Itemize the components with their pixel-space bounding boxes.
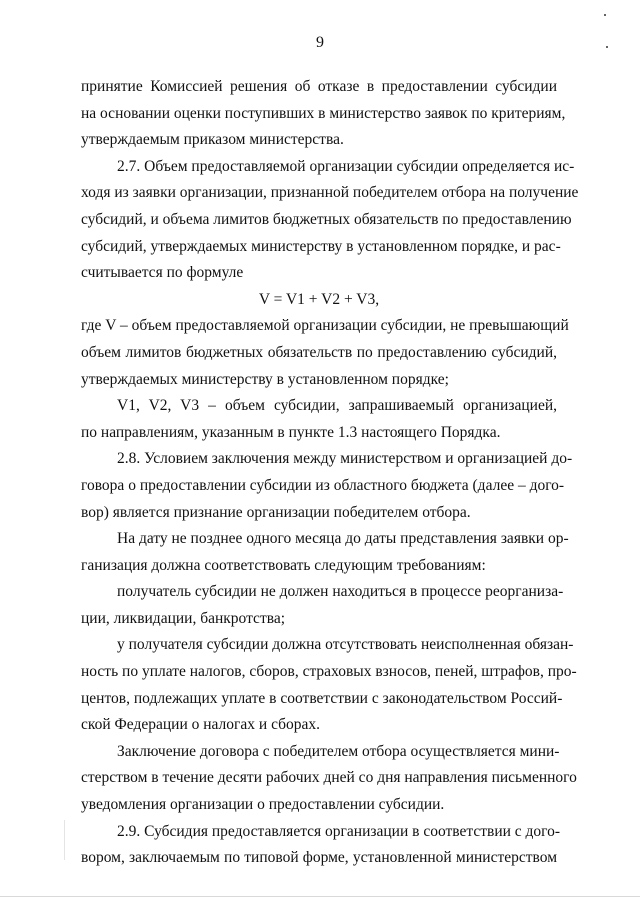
text-line: На дату не позднее одного месяца до даты представления заявки ор- [117,530,569,548]
paragraph-2-7-start: 2.7. Объем предоставляемой организации субсидии определяется ис- [117,157,575,175]
text-line: ской Федерации о налогах и сборах. [81,716,321,734]
text-line: ходя из заявки организации, признанной победителем отбора на получение [81,184,579,202]
text-line: объем лимитов бюджетных обязательств по предоставлению субсидий, [81,343,557,361]
text-line: говора о предоставлении субсидии из областного бюджета (далее – дого- [81,476,565,494]
text-line: утверждаемым приказом министерства. [81,131,344,149]
text-line: где V – объем предоставляемой организации субсидии, не превышающий [81,317,569,335]
formula: V = V1 + V2 + V3, [258,290,380,308]
text-line: V1, V2, V3 – объем субсидии, запрашиваемый организацией, [117,397,557,415]
text-line: ганизация должна соответствовать следующим требованиям: [81,556,486,574]
text-line: вором, заключаемым по типовой форме, установленной министерством [81,849,557,867]
text-line: у получателя субсидии должна отсутствовать неисполненная обязан- [117,636,574,654]
text-line: субсидий, и объема лимитов бюджетных обязательств по предоставлению [81,210,572,228]
text-line: уведомления организации о предоставлении субсидии. [81,796,445,814]
text-line: на основании оценки поступивших в министерство заявок по критериям, [81,104,566,122]
text-line: субсидий, утверждаемых министерству в установленном порядке, и рас- [81,237,561,255]
text-line: принятие Комиссией решения об отказе в предоставлении субсидии [81,78,557,95]
paragraph-2-9-start: 2.9. Субсидия предоставляется организации в соответствии с дого- [117,822,561,840]
text-line: считывается по формуле [81,264,244,282]
text-line: Заключение договора с победителем отбора осуществляется мини- [117,742,560,760]
paragraph-2-8-start: 2.8. Условием заключения между министерством и организацией до- [117,450,573,468]
text-line: получатель субсидии не должен находиться в процессе реорганиза- [117,583,564,601]
text-line: по направлениям, указанным в пункте 1.3 настоящего Порядка. [81,423,501,441]
text-line: стерством в течение десяти рабочих дней со дня направления письменного [81,769,577,787]
text-line: ции, ликвидации, банкротства; [81,609,286,627]
scan-speck [604,14,606,16]
page-number: 9 [316,34,324,51]
text-line: центов, подлежащих уплате в соответствии с законодательством Россий- [81,689,563,707]
text-line: ность по уплате налогов, сборов, страховых взносов, пеней, штрафов, про- [81,663,577,681]
scan-speck [606,46,608,48]
scan-bottom-edge [0,896,640,897]
document-body [81,74,579,872]
scan-margin-line [64,820,65,860]
text-line: утверждаемых министерству в установленном порядке; [81,370,449,388]
text-line: вор) является признание организации победителем отбора. [81,503,471,521]
